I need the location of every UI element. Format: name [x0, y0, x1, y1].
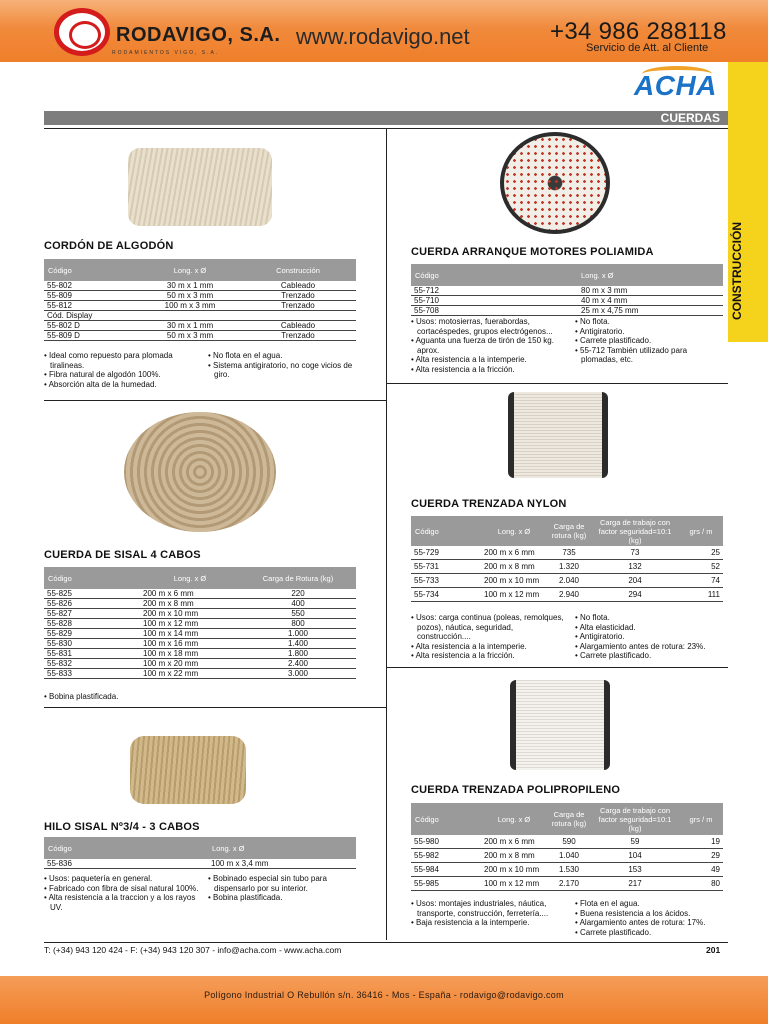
cell-length: [140, 311, 240, 321]
col-header: Carga de trabajo con factor seguridad=10:1 (kg): [591, 516, 679, 546]
product-table-polipropileno: [411, 803, 723, 891]
page-number: 201: [706, 945, 721, 955]
cell-code: 55-809: [44, 291, 140, 301]
list-item: • Flota en el agua.: [575, 899, 729, 909]
cell-length: 100 m x 12 mm: [140, 619, 240, 629]
list-item: • Alta resistencia a la intemperie.: [411, 642, 567, 652]
table-row: [44, 589, 356, 599]
cell-weight: 111: [679, 588, 723, 602]
footer-divider: [44, 942, 728, 943]
cell-breaking-load: 1.800: [240, 649, 356, 659]
list-item: • Sistema antigiratorio, no coge vicios de giro.: [208, 361, 368, 380]
phone-subtitle: Servicio de Att. al Cliente: [586, 42, 709, 54]
col-header: Código: [44, 567, 140, 589]
cell-length: 200 m x 6 mm: [481, 835, 547, 849]
table-row: [44, 331, 356, 341]
cell-code: 55-829: [44, 629, 140, 639]
table-row: [411, 286, 723, 296]
col-header: Long. x Ø: [208, 837, 356, 859]
cell-code: 55-710: [411, 296, 521, 306]
cell-working-load: 204: [591, 574, 679, 588]
list-item: • Carrete plastificado.: [575, 928, 729, 938]
polypropylene-reel-image: [510, 680, 610, 770]
cell-breaking-load: 590: [547, 835, 591, 849]
cell-breaking-load: 1.000: [240, 629, 356, 639]
product-table-algodon: [44, 259, 356, 341]
table-row: [44, 629, 356, 639]
brand-subtitle: RODAMIENTOS VIGO, S.A.: [112, 50, 220, 56]
feature-list: [44, 874, 200, 912]
cell-length: 200 m x 10 mm: [481, 863, 547, 877]
row-divider: [386, 667, 728, 668]
cell-weight: 19: [679, 835, 723, 849]
feature-list: [575, 613, 729, 661]
table-row: [411, 546, 723, 560]
cell-code: 55-832: [44, 659, 140, 669]
list-item: • Alta elasticidad.: [575, 623, 729, 633]
list-item: • Baja resistencia a la intemperie.: [411, 918, 567, 928]
cell-length: 50 m x 3 mm: [140, 331, 240, 341]
list-item: • Bobinado especial sin tubo para dispensarlo por su interior.: [208, 874, 364, 893]
table-row: [411, 296, 723, 306]
table-row: [44, 669, 356, 679]
cell-working-load: 217: [591, 877, 679, 891]
product-table-poliamida: [411, 264, 723, 316]
cell-code: 55-802: [44, 281, 140, 291]
col-header: Long. x Ø: [140, 567, 240, 589]
cell-length: 200 m x 8 mm: [140, 599, 240, 609]
cell-breaking-load: 2.170: [547, 877, 591, 891]
product-table-nylon: [411, 516, 723, 602]
row-divider: [44, 707, 386, 708]
cell-length: 100 m x 20 mm: [140, 659, 240, 669]
cell-weight: 29: [679, 849, 723, 863]
cell-length: 100 m x 12 mm: [481, 588, 547, 602]
product-title: CUERDA DE SISAL 4 CABOS: [44, 549, 201, 561]
list-item: • Alta resistencia a la intemperie.: [411, 355, 571, 365]
cell-weight: 74: [679, 574, 723, 588]
table-row: [411, 560, 723, 574]
table-row: [411, 588, 723, 602]
col-header: Long. x Ø: [140, 259, 240, 281]
col-header: Construcción: [240, 259, 356, 281]
list-item: • No flota.: [575, 317, 725, 327]
list-item: • No flota.: [575, 613, 729, 623]
cell-length: 200 m x 8 mm: [481, 849, 547, 863]
footer-contact: T: (+34) 943 120 424 - F: (+34) 943 120 307 - info@acha.com - www.acha.com: [44, 945, 342, 955]
cell-length: 100 m x 14 mm: [140, 629, 240, 639]
cell-code: 55-831: [44, 649, 140, 659]
col-header: Carga de rotura (kg): [547, 803, 591, 835]
feature-list: [575, 899, 729, 937]
feature-list: [575, 317, 725, 365]
list-item: • Antigiratorio.: [575, 327, 725, 337]
cell-construction: [240, 311, 356, 321]
feature-list: [208, 351, 368, 380]
list-item: • Ideal como repuesto para plomada tiralineas.: [44, 351, 204, 370]
table-row: [411, 835, 723, 849]
list-item: • No flota en el agua.: [208, 351, 368, 361]
cell-code: 55-833: [44, 669, 140, 679]
feature-list: [44, 692, 244, 702]
cell-code: 55-802 D: [44, 321, 140, 331]
table-row: [44, 301, 356, 311]
cotton-cord-image: [128, 148, 272, 226]
cell-length: 100 m x 12 mm: [481, 877, 547, 891]
cell-working-load: 153: [591, 863, 679, 877]
cell-code: 55-729: [411, 546, 481, 560]
row-divider: [44, 400, 386, 401]
cell-breaking-load: 2.400: [240, 659, 356, 669]
col-header: Long. x Ø: [521, 264, 723, 286]
list-item: • Carrete plastificado.: [575, 651, 729, 661]
cell-breaking-load: 1.400: [240, 639, 356, 649]
cell-code: 55-830: [44, 639, 140, 649]
cell-breaking-load: 220: [240, 589, 356, 599]
list-item: • Antigiratorio.: [575, 632, 729, 642]
cell-code: 55-980: [411, 835, 481, 849]
product-title: HILO SISAL Nº3/4 - 3 CABOS: [44, 821, 200, 833]
cell-working-load: 294: [591, 588, 679, 602]
product-title: CUERDA ARRANQUE MOTORES POLIAMIDA: [411, 246, 654, 258]
cell-code: 55-731: [411, 560, 481, 574]
cell-length: 30 m x 1 mm: [140, 281, 240, 291]
col-header: Carga de Rotura (kg): [240, 567, 356, 589]
cell-breaking-load: 3.000: [240, 669, 356, 679]
column-divider: [386, 128, 387, 940]
list-item: • Buena resistencia a los ácidos.: [575, 909, 729, 919]
list-item: • Bobina plastificada.: [44, 692, 244, 702]
cell-length: 100 m x 22 mm: [140, 669, 240, 679]
table-row: [411, 849, 723, 863]
cell-code: 55-984: [411, 863, 481, 877]
cell-code: 55-812: [44, 301, 140, 311]
col-header: Código: [411, 516, 481, 546]
cell-code: 55-982: [411, 849, 481, 863]
cell-breaking-load: 735: [547, 546, 591, 560]
cell-breaking-load: 550: [240, 609, 356, 619]
nylon-reel-image: [508, 392, 608, 478]
cell-breaking-load: 800: [240, 619, 356, 629]
cell-code: 55-712: [411, 286, 521, 296]
table-row: [44, 659, 356, 669]
cell-weight: 25: [679, 546, 723, 560]
cell-breaking-load: 1.530: [547, 863, 591, 877]
page-footer: [0, 976, 768, 1024]
list-item: • Alta resistencia a la fricción.: [411, 651, 567, 661]
cell-working-load: 132: [591, 560, 679, 574]
table-row: [411, 877, 723, 891]
category-bar: [44, 111, 728, 125]
feature-list: [208, 874, 364, 903]
list-item: • Alta resistencia a la fricción.: [411, 365, 571, 375]
cell-length: 25 m x 4,75 mm: [521, 306, 723, 316]
list-item: • 55-712 También utilizado para plomadas, etc.: [575, 346, 725, 365]
cell-construction: Trenzado: [240, 301, 356, 311]
sisal-twine-image: [130, 736, 246, 804]
feature-list: [411, 613, 567, 661]
cell-code: 55-827: [44, 609, 140, 619]
product-table-sisal: [44, 567, 356, 679]
list-item: • Usos: carga continua (poleas, remolques, pozos), náutica, seguridad, construcción....: [411, 613, 567, 642]
product-title: CUERDA TRENZADA NYLON: [411, 498, 567, 510]
table-row: [44, 619, 356, 629]
cell-length: 100 m x 3 mm: [140, 301, 240, 311]
cell-length: 100 m x 16 mm: [140, 639, 240, 649]
table-row: [411, 863, 723, 877]
cell-weight: 52: [679, 560, 723, 574]
brand-name: RODAVIGO, S.A.: [116, 24, 281, 46]
table-row: [44, 311, 356, 321]
table-row: [44, 639, 356, 649]
col-header: Long. x Ø: [481, 516, 547, 546]
table-row: [411, 574, 723, 588]
cell-construction: Trenzado: [240, 291, 356, 301]
cell-length: 50 m x 3 mm: [140, 291, 240, 301]
col-header: Carga de rotura (kg): [547, 516, 591, 546]
cell-code: 55-734: [411, 588, 481, 602]
sisal-rope-coil-image: [124, 412, 276, 532]
col-header: grs / m: [679, 516, 723, 546]
cell-length: 200 m x 8 mm: [481, 560, 547, 574]
col-header: Código: [44, 259, 140, 281]
cell-length: 100 m x 3,4 mm: [208, 859, 356, 869]
cell-code: 55-828: [44, 619, 140, 629]
cell-working-load: 104: [591, 849, 679, 863]
acha-logo: ACHA: [634, 70, 717, 101]
cell-working-load: 73: [591, 546, 679, 560]
table-row: [44, 859, 356, 869]
table-row: [44, 599, 356, 609]
table-row: [44, 321, 356, 331]
cell-length: 200 m x 10 mm: [481, 574, 547, 588]
cell-length: 30 m x 1 mm: [140, 321, 240, 331]
row-divider: [386, 383, 728, 384]
list-item: • Usos: paquetería en general.: [44, 874, 200, 884]
rodavigo-logo-icon: [54, 8, 110, 56]
list-item: • Alargamiento antes de rotura: 17%.: [575, 918, 729, 928]
category-title: CUERDAS: [660, 111, 720, 125]
cell-breaking-load: 1.320: [547, 560, 591, 574]
feature-list: [44, 351, 204, 389]
cell-code: 55-708: [411, 306, 521, 316]
cell-code: 55-733: [411, 574, 481, 588]
table-row: [44, 649, 356, 659]
feature-list: [411, 899, 567, 928]
cell-breaking-load: 1.040: [547, 849, 591, 863]
cell-weight: 80: [679, 877, 723, 891]
cell-length: 200 m x 6 mm: [481, 546, 547, 560]
row-divider: [44, 128, 728, 129]
cell-construction: Cableado: [240, 281, 356, 291]
table-row: [411, 306, 723, 316]
col-header: grs / m: [679, 803, 723, 835]
col-header: Código: [411, 264, 521, 286]
cell-code: 55-825: [44, 589, 140, 599]
list-item: • Alta resistencia a la traccion y a los rayos UV.: [44, 893, 200, 912]
footer-address: Polígono Industrial O Rebullón s/n. 36416 - Mos - España - rodavigo@rodavigo.com: [204, 990, 564, 1000]
cell-code: 55-985: [411, 877, 481, 891]
cell-code: Cód. Display: [44, 311, 140, 321]
cell-code: 55-836: [44, 859, 208, 869]
list-item: • Absorción alta de la humedad.: [44, 380, 204, 390]
list-item: • Bobina plastificada.: [208, 893, 364, 903]
cell-length: 200 m x 10 mm: [140, 609, 240, 619]
cell-length: 40 m x 4 mm: [521, 296, 723, 306]
product-title: CUERDA TRENZADA POLIPROPILENO: [411, 784, 621, 796]
website-link[interactable]: www.rodavigo.net: [296, 24, 470, 49]
product-title: CORDÓN DE ALGODÓN: [44, 240, 174, 252]
cell-construction: Cableado: [240, 321, 356, 331]
cell-breaking-load: 2.940: [547, 588, 591, 602]
cell-construction: Trenzado: [240, 331, 356, 341]
cell-length: 80 m x 3 mm: [521, 286, 723, 296]
section-side-tab-label: CONSTRUCCIÓN: [730, 222, 744, 320]
col-header: Carga de trabajo con factor seguridad=10:1 (kg): [591, 803, 679, 835]
product-table-hilo: [44, 837, 356, 869]
cell-weight: 49: [679, 863, 723, 877]
table-row: [44, 609, 356, 619]
cell-code: 55-809 D: [44, 331, 140, 341]
cell-length: 100 m x 18 mm: [140, 649, 240, 659]
col-header: Código: [44, 837, 208, 859]
cell-length: 200 m x 6 mm: [140, 589, 240, 599]
table-row: [44, 281, 356, 291]
list-item: • Carrete plastificado.: [575, 336, 725, 346]
phone-number: +34 986 288118: [550, 18, 727, 45]
col-header: Long. x Ø: [481, 803, 547, 835]
table-row: [44, 291, 356, 301]
list-item: • Aguanta una fuerza de tirón de 150 kg. aprox.: [411, 336, 571, 355]
cell-breaking-load: 2.040: [547, 574, 591, 588]
cell-working-load: 59: [591, 835, 679, 849]
cell-code: 55-826: [44, 599, 140, 609]
cell-breaking-load: 400: [240, 599, 356, 609]
list-item: • Usos: motosierras, fuerabordas, cortacéspedes, grupos electrógenos...: [411, 317, 571, 336]
list-item: • Usos: montajes industriales, náutica, transporte, construcción, ferretería....: [411, 899, 567, 918]
col-header: Código: [411, 803, 481, 835]
polyamide-reel-image: [500, 132, 610, 234]
list-item: • Fabricado con fibra de sisal natural 100%.: [44, 884, 200, 894]
list-item: • Alargamiento antes de rotura: 23%.: [575, 642, 729, 652]
list-item: • Fibra natural de algodón 100%.: [44, 370, 204, 380]
feature-list: [411, 317, 571, 375]
